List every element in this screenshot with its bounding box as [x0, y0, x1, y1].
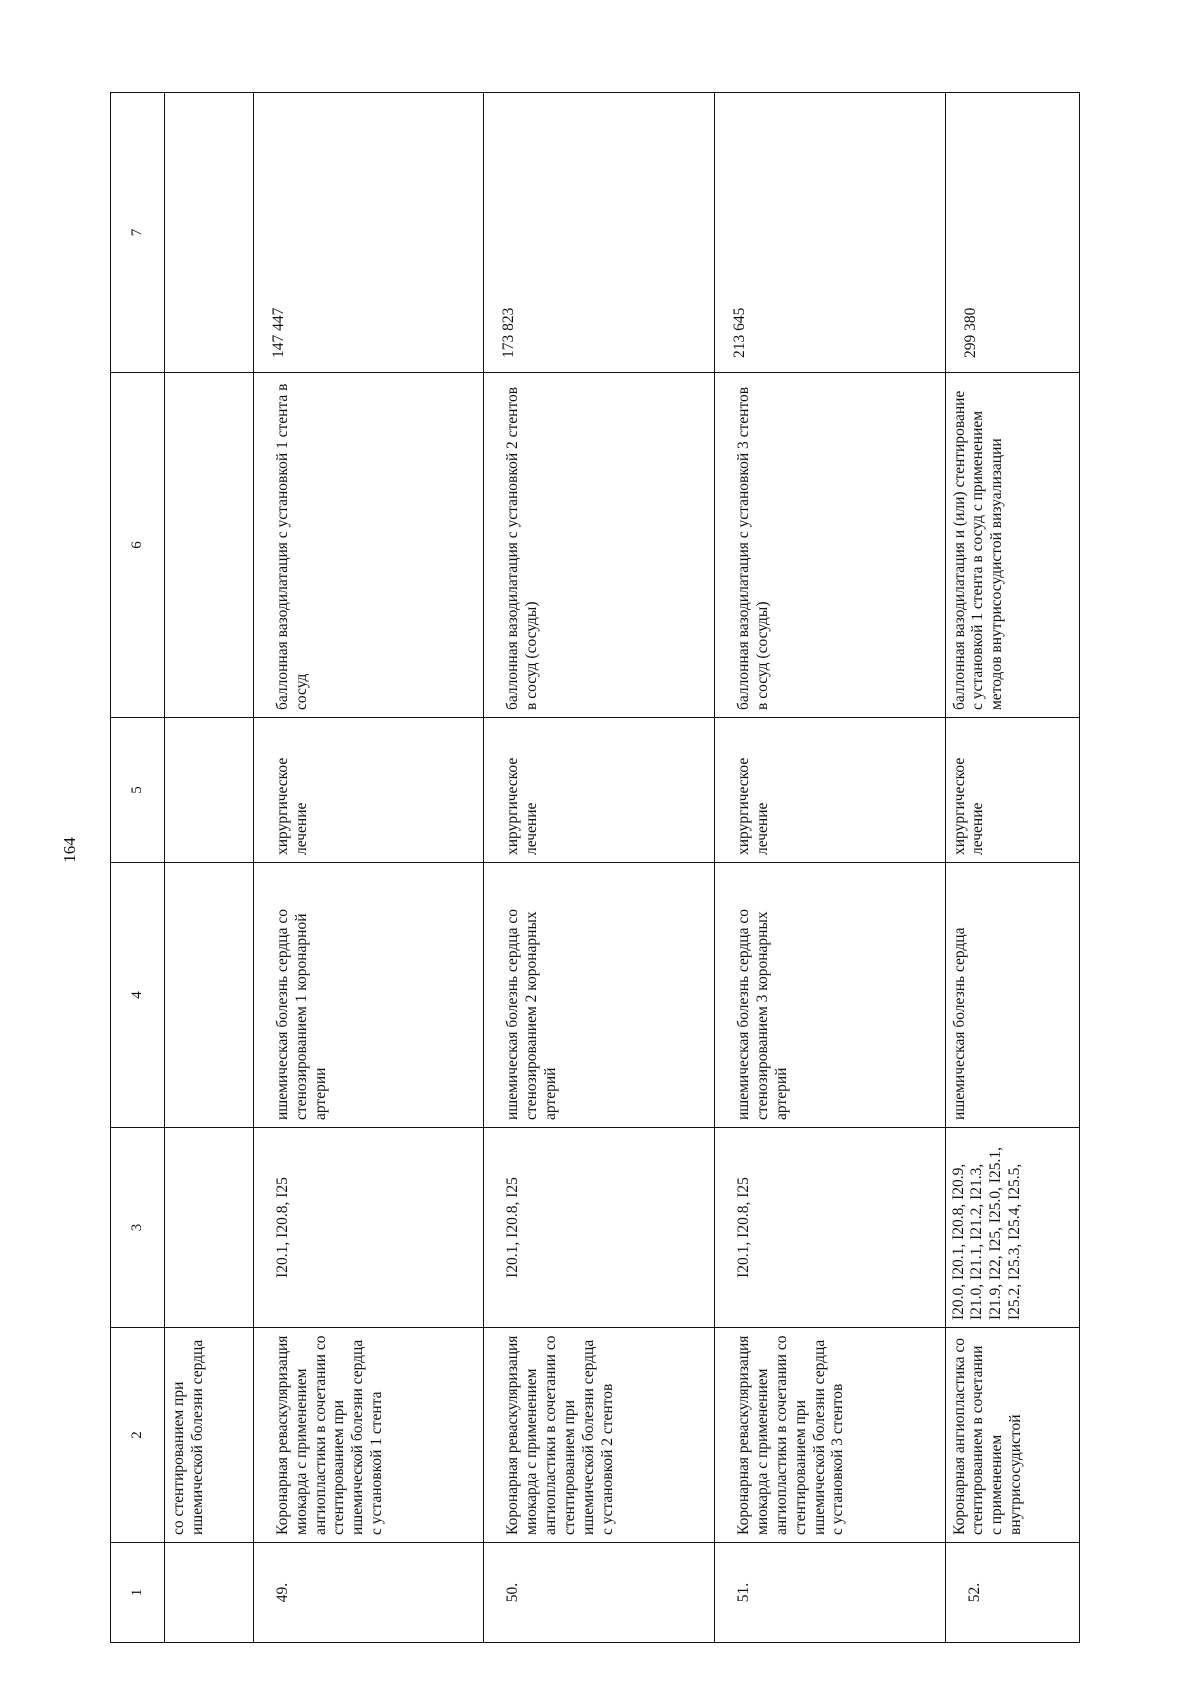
- header-cell: 3: [111, 1128, 165, 1328]
- row-number: 51.: [714, 1543, 945, 1643]
- icd-codes: I20.0, I20.1, I20.8, I20.9, I21.0, I21.1, I21.2, I21.3, I21.9, I22, I25, I25.0, I25.1, I25.2, I25.3, I25.4, I25.5,: [945, 1128, 1079, 1328]
- table-row: [253, 93, 484, 1643]
- cost: 213 645: [714, 93, 945, 373]
- treatment-type: хирургическое лечение: [253, 718, 484, 863]
- treatment-type: хирургическое лечение: [945, 718, 1079, 863]
- procedure-name: Коронарная реваскуляризация миокарда с применением ангиопластики в сочетании со стентированием при ишемической болезни сердца с установкой 2 стентов: [484, 1328, 715, 1543]
- table-container: [110, 93, 1080, 1643]
- row-number: [164, 1543, 253, 1643]
- procedure-name: Коронарная ангиопластика со стентированием в сочетании с применением внутрисосудистой: [945, 1328, 1079, 1543]
- table-row: [484, 93, 715, 1643]
- row-number: 49.: [253, 1543, 484, 1643]
- patient-model: [164, 863, 253, 1128]
- icd-codes: I20.1, I20.8, I25: [484, 1128, 715, 1328]
- patient-model: ишемическая болезнь сердца со стенозированием 2 коронарных артерий: [484, 863, 715, 1128]
- procedure-name: Коронарная реваскуляризация миокарда с применением ангиопластики в сочетании со стентированием при ишемической болезни сердца с установкой 1 стента: [253, 1328, 484, 1543]
- procedure-name: Коронарная реваскуляризация миокарда с применением ангиопластики в сочетании со стентированием при ишемической болезни сердца с установкой 3 стентов: [714, 1328, 945, 1543]
- treatment-method: [164, 373, 253, 718]
- icd-codes: [164, 1128, 253, 1328]
- row-number: 52.: [945, 1543, 1079, 1643]
- treatment-type: хирургическое лечение: [484, 718, 715, 863]
- cost: [164, 93, 253, 373]
- cost: 173 823: [484, 93, 715, 373]
- treatment-type: [164, 718, 253, 863]
- header-row: [111, 93, 165, 1643]
- header-cell: 6: [111, 373, 165, 718]
- cost: 299 380: [945, 93, 1079, 373]
- hmc-table: [110, 92, 1080, 1643]
- cost: 147 447: [253, 93, 484, 373]
- treatment-type: хирургическое лечение: [714, 718, 945, 863]
- row-number: 50.: [484, 1543, 715, 1643]
- treatment-method: баллонная вазодилатация с установкой 2 стентов в сосуд (сосуды): [484, 373, 715, 718]
- header-cell: 1: [111, 1543, 165, 1643]
- procedure-name: со стентированием при ишемической болезни сердца: [164, 1328, 253, 1543]
- patient-model: ишемическая болезнь сердца со стенозированием 3 коронарных артерий: [714, 863, 945, 1128]
- treatment-method: баллонная вазодилатация с установкой 1 стента в сосуд: [253, 373, 484, 718]
- patient-model: ишемическая болезнь сердца: [945, 863, 1079, 1128]
- header-cell: 2: [111, 1328, 165, 1543]
- icd-codes: I20.1, I20.8, I25: [714, 1128, 945, 1328]
- patient-model: ишемическая болезнь сердца со стенозированием 1 коронарной артерии: [253, 863, 484, 1128]
- table-row: [714, 93, 945, 1643]
- page-number: 164: [60, 837, 79, 863]
- icd-codes: I20.1, I20.8, I25: [253, 1128, 484, 1328]
- table-row: [945, 93, 1079, 1643]
- header-cell: 5: [111, 718, 165, 863]
- header-cell: 4: [111, 863, 165, 1128]
- table-row: [164, 93, 253, 1643]
- header-cell: 7: [111, 93, 165, 373]
- treatment-method: баллонная вазодилатация с установкой 3 стентов в сосуд (сосуды): [714, 373, 945, 718]
- treatment-method: баллонная вазодилатация и (или) стентирование с установкой 1 стента в сосуд с применением методов внутрисосудистой визуализации: [945, 373, 1079, 718]
